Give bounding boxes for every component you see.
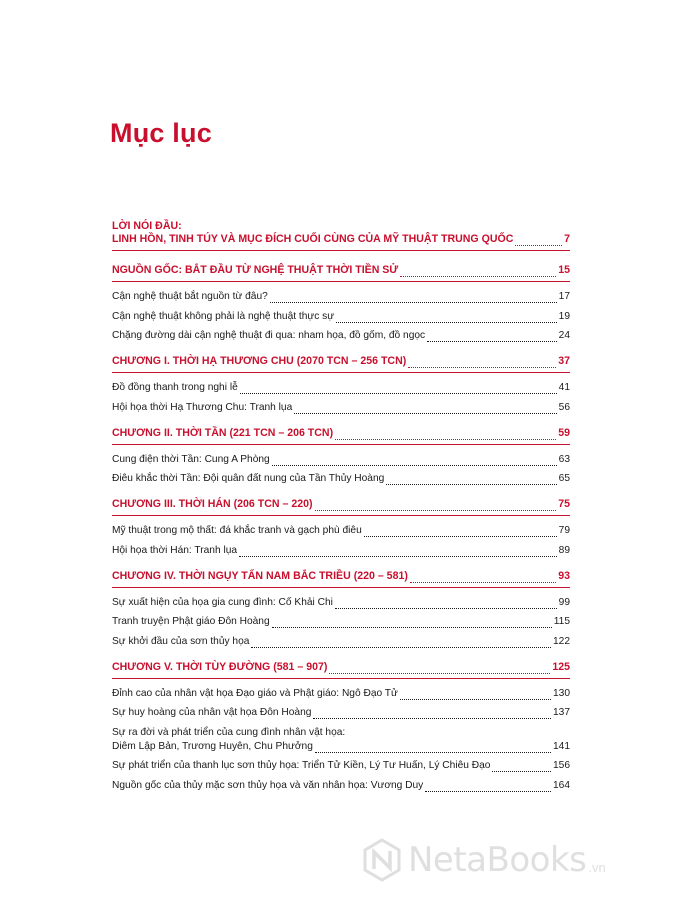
toc-entry[interactable]: Mỹ thuật trong mộ thất: đá khắc tranh và gạch phù điêu 79 <box>112 525 570 536</box>
chapter-section <box>112 355 570 414</box>
page-number: 19 <box>558 310 570 322</box>
toc-entry[interactable]: Cận nghệ thuật bắt nguồn từ đâu? 17 <box>112 291 570 302</box>
page-number: 79 <box>558 525 570 536</box>
page-number: 56 <box>558 401 570 413</box>
leader-dots <box>270 292 557 303</box>
leader-dots <box>410 572 556 583</box>
page-number: 89 <box>558 544 570 556</box>
leader-dots <box>386 474 556 485</box>
leader-dots <box>364 526 557 537</box>
divider <box>112 678 570 679</box>
leader-dots <box>272 455 557 466</box>
leader-dots <box>294 403 556 414</box>
leader-dots <box>492 761 551 772</box>
toc-entry[interactable]: Đồ đồng thanh trong nghi lễ 41 <box>112 382 570 393</box>
leader-dots <box>239 546 557 557</box>
leader-dots <box>336 312 557 323</box>
page-number: 63 <box>558 453 570 465</box>
page-number: 164 <box>553 779 570 791</box>
chapter-section <box>112 661 570 792</box>
leader-dots <box>335 429 556 440</box>
divider <box>112 444 570 445</box>
watermark <box>362 835 606 885</box>
toc-entry[interactable]: Nguồn gốc của thủy mặc sơn thủy họa và văn nhân họa: Vương Duy 164 <box>112 779 570 791</box>
leader-dots <box>251 637 551 648</box>
page-number: 24 <box>558 330 570 341</box>
leader-dots <box>335 598 557 609</box>
page-number: 93 <box>558 569 570 582</box>
page-number: 125 <box>552 660 570 673</box>
toc-entry[interactable]: Cung điện thời Tần: Cung A Phòng 63 <box>112 453 570 465</box>
leader-dots <box>515 235 562 246</box>
toc-entry-line: Sự ra đời và phát triển của cung đình nhân vật họa: <box>112 726 346 738</box>
chapter-list <box>112 264 570 792</box>
chapter-section <box>112 570 570 648</box>
page-number: 99 <box>558 596 570 608</box>
leader-dots <box>427 331 557 342</box>
toc-entry[interactable]: Diêm Lập Bản, Trương Huyên, Chu Phưởng 141 <box>112 740 570 752</box>
toc-entry[interactable]: Điêu khắc thời Tần: Đội quân đất nung của Tần Thủy Hoàng 65 <box>112 473 570 484</box>
toc-entry[interactable]: Đỉnh cao của nhân vật họa Đạo giáo và Phật giáo: Ngô Đạo Tử 130 <box>112 687 570 699</box>
page-number: 41 <box>558 382 570 393</box>
table-of-contents <box>112 220 570 805</box>
leader-dots <box>329 663 550 674</box>
leader-dots <box>425 781 551 792</box>
page-number: 15 <box>558 264 570 276</box>
chapter-heading[interactable]: CHƯƠNG IV. THỜI NGỤY TẤN NAM BẮC TRIỀU (220 – 581) 93 <box>112 569 570 582</box>
toc-entry[interactable]: Sự phát triển của thanh lục sơn thủy họa: Triển Tử Kiền, Lý Tư Huấn, Lý Chiêu Đạo 156 <box>112 760 570 771</box>
chapter-heading[interactable]: CHƯƠNG V. THỜI TÙY ĐƯỜNG (581 – 907) 125 <box>112 660 570 673</box>
page-number: 141 <box>553 740 570 752</box>
toc-entry[interactable]: Hội họa thời Hán: Tranh lụa 89 <box>112 544 570 556</box>
leader-dots <box>315 500 557 511</box>
page-number: 122 <box>553 635 570 647</box>
preface-section <box>112 220 570 251</box>
toc-entry[interactable]: Tranh truyện Phật giáo Đôn Hoàng 115 <box>112 616 570 627</box>
divider <box>112 515 570 516</box>
chapter-heading[interactable]: CHƯƠNG I. THỜI HẠ THƯƠNG CHU (2070 TCN – 256 TCN) 37 <box>112 355 570 367</box>
chapter-heading[interactable]: CHƯƠNG II. THỜI TẦN (221 TCN – 206 TCN) 59 <box>112 426 570 439</box>
toc-entry[interactable]: Hội họa thời Hạ Thương Chu: Tranh lụa 56 <box>112 401 570 413</box>
preface-line2[interactable]: LINH HỒN, TINH TÚY VÀ MỤC ĐÍCH CUỐI CÙNG CỦA MỸ THUẬT TRUNG QUỐC 7 <box>112 233 570 245</box>
page-number: 115 <box>553 616 570 627</box>
divider <box>112 587 570 588</box>
leader-dots <box>240 383 557 394</box>
toc-entry[interactable]: Chặng đường dài cận nghệ thuật đi qua: nham họa, đồ gốm, đồ ngọc 24 <box>112 330 570 341</box>
chapter-heading[interactable]: CHƯƠNG III. THỜI HÁN (206 TCN – 220) 75 <box>112 498 570 510</box>
toc-entry[interactable]: Sự khởi đầu của sơn thủy họa 122 <box>112 635 570 647</box>
leader-dots <box>400 689 551 700</box>
leader-dots <box>408 357 556 368</box>
page-number: 7 <box>564 233 570 245</box>
divider <box>112 281 570 282</box>
page-number: 130 <box>553 687 570 699</box>
chapter-section <box>112 264 570 342</box>
page-number: 75 <box>558 498 570 510</box>
page-number: 65 <box>558 473 570 484</box>
page-number: 37 <box>558 355 570 367</box>
leader-dots <box>315 742 551 753</box>
chapter-heading[interactable]: NGUỒN GỐC: BẮT ĐẦU TỪ NGHỆ THUẬT THỜI TIỀN SỬ 15 <box>112 264 570 276</box>
watermark-suffix: .vn <box>588 859 606 875</box>
chapter-section <box>112 427 570 486</box>
page-number: 17 <box>558 291 570 302</box>
toc-entry[interactable]: Cận nghệ thuật không phải là nghệ thuật thực sự 19 <box>112 310 570 322</box>
page-title: Mục lục <box>110 118 212 148</box>
toc-entry[interactable]: Sự xuất hiện của họa gia cung đình: Cố Khải Chi 99 <box>112 596 570 608</box>
page-number: 137 <box>553 707 570 718</box>
divider <box>112 372 570 373</box>
page-number: 156 <box>553 760 570 771</box>
preface-line1: LỜI NÓI ĐẦU: <box>112 220 182 232</box>
watermark-brand: NetaBooks <box>408 840 587 880</box>
leader-dots <box>272 617 552 628</box>
divider <box>112 250 570 251</box>
leader-dots <box>400 266 556 277</box>
chapter-section <box>112 498 570 557</box>
leader-dots <box>313 708 551 719</box>
netabooks-logo-icon <box>362 838 402 882</box>
toc-entry[interactable]: Sự huy hoàng của nhân vật họa Đôn Hoàng 137 <box>112 707 570 718</box>
page-number: 59 <box>558 426 570 439</box>
